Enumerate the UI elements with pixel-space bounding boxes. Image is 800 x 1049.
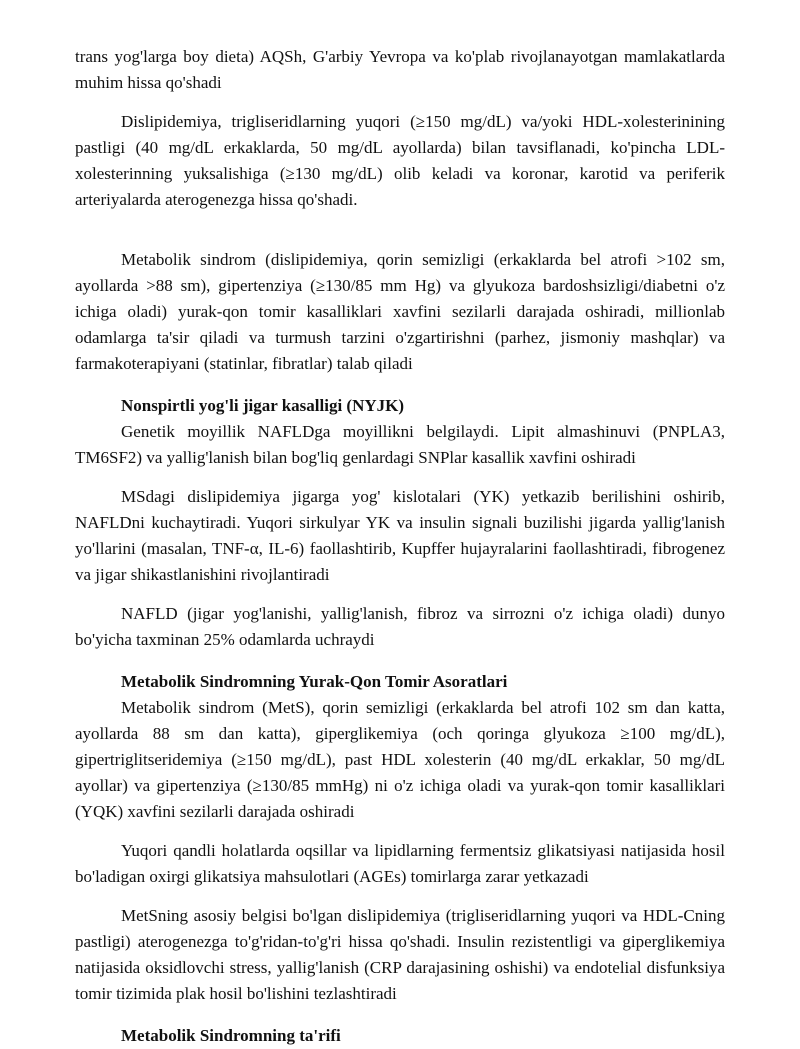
paragraph-metabolic-syndrome: Metabolik sindrom (dislipidemiya, qorin semizligi (erkaklarda bel atrofi >102 sm, ayollarda >88 sm), gipertenziya (≥130/85 mm Hg) va glyukoza bardoshsizligi/diabetni o'z ichiga oladi) yurak-qon tomir kasalliklari xavfini sezilarli darajada oshiradi, millionlab odamlarga ta'sir qiladi va turmush tarzini o'zgartirishni (parhez, jismoniy mashqlar) va farmakoterapiyani (statinlar, fibratlar) talab qiladi xyxy=(75,250,725,373)
paragraph-atherogenesis: MetSning asosiy belgisi bo'lgan dislipidemiya (trigliseridlarning yuqori va HDL-Cning pastligi) aterogenezga to'g'ridan-to'g'ri hissa qo'shadi. Insulin rezistentligi va giperglikemiya natijasida oksidlovchi stress, yallig'lanish (CRP darajasining oshishi) va endotelial disfunksiya tomir tizimida plak hosil bo'lishini tezlashtiradi xyxy=(75,906,725,1003)
paragraph-ages: Yuqori qandli holatlarda oqsillar va lipidlarning fermentsiz glikatsiyasi natijasida hosil bo'ladigan oxirgi glikatsiya mahsulotlari (AGEs) tomirlarga zarar yetkazadi xyxy=(75,841,725,886)
paragraph-genetics: Genetik moyillik NAFLDga moyillikni belgilaydi. Lipit almashinuvi (PNPLA3, TM6SF2) va yallig'lanish bilan bog'liq genlardagi SNPlar kasallik xavfini oshiradi xyxy=(75,422,725,467)
heading-cardiovascular: Metabolik Sindromning Yurak-Qon Tomir Asoratlari xyxy=(121,672,508,691)
paragraph-continuation: trans yog'larga boy dieta) AQSh, G'arbiy Yevropa va ko'plab rivojlanayotgan mamlakatlarda muhim hissa qo'shadi xyxy=(75,47,725,92)
paragraph-dyslipidemia: Dislipidemiya, trigliseridlarning yuqori (≥150 mg/dL) va/yoki HDL-xolesterinining pastligi (40 mg/dL erkaklarda, 50 mg/dL ayollarda) bilan tavsiflanadi, ko'pincha LDL-xolesterinning yuksalishiga (≥130 mg/dL) olib keladi va koronar, karotid va periferik arteriyalarda aterogenezga hissa qo'shadi. xyxy=(75,112,725,209)
paragraph-mets-definition: Metabolik sindrom (MetS), qorin semizligi (erkaklarda bel atrofi 102 sm dan katta, ayollarda 88 sm dan katta), giperglikemiya (och qoringa glyukoza ≥100 mg/dL), gipertriglitseridemiya (≥150 mg/dL), past HDL xolesterin (40 mg/dL erkaklar, 50 mg/dL ayollar) va gipertenziya (≥130/85 mmHg) ni o'z ichiga oladi va yurak-qon tomir kasalliklari (YQK) xavfini sezilarli darajada oshiradi xyxy=(75,698,725,821)
heading-nafld: Nonspirtli yog'li jigar kasalligi (NYJK) xyxy=(121,396,405,415)
paragraph-ms-dyslipidemia-liver: MSdagi dislipidemiya jigarga yog' kislotalari (YK) yetkazib berilishini oshirib, NAFLDni kuchaytiradi. Yuqori sirkulyar YK va insulin signali buzilishi jigarda yallig'lanish yo'llarini (masalan, TNF-α, IL-6) faollashtirib, Kupffer hujayralarini faollashtiradi, fibrogenez va jigar shikastlanishini rivojlantiradi xyxy=(75,487,725,584)
paragraph-nafld-prevalence: NAFLD (jigar yog'lanishi, yallig'lanish, fibroz va sirrozni o'z ichiga oladi) dunyo bo'yicha taxminan 25% odamlarda uchraydi xyxy=(75,604,725,649)
heading-mets-definition: Metabolik Sindromning ta'rifi xyxy=(121,1026,341,1045)
